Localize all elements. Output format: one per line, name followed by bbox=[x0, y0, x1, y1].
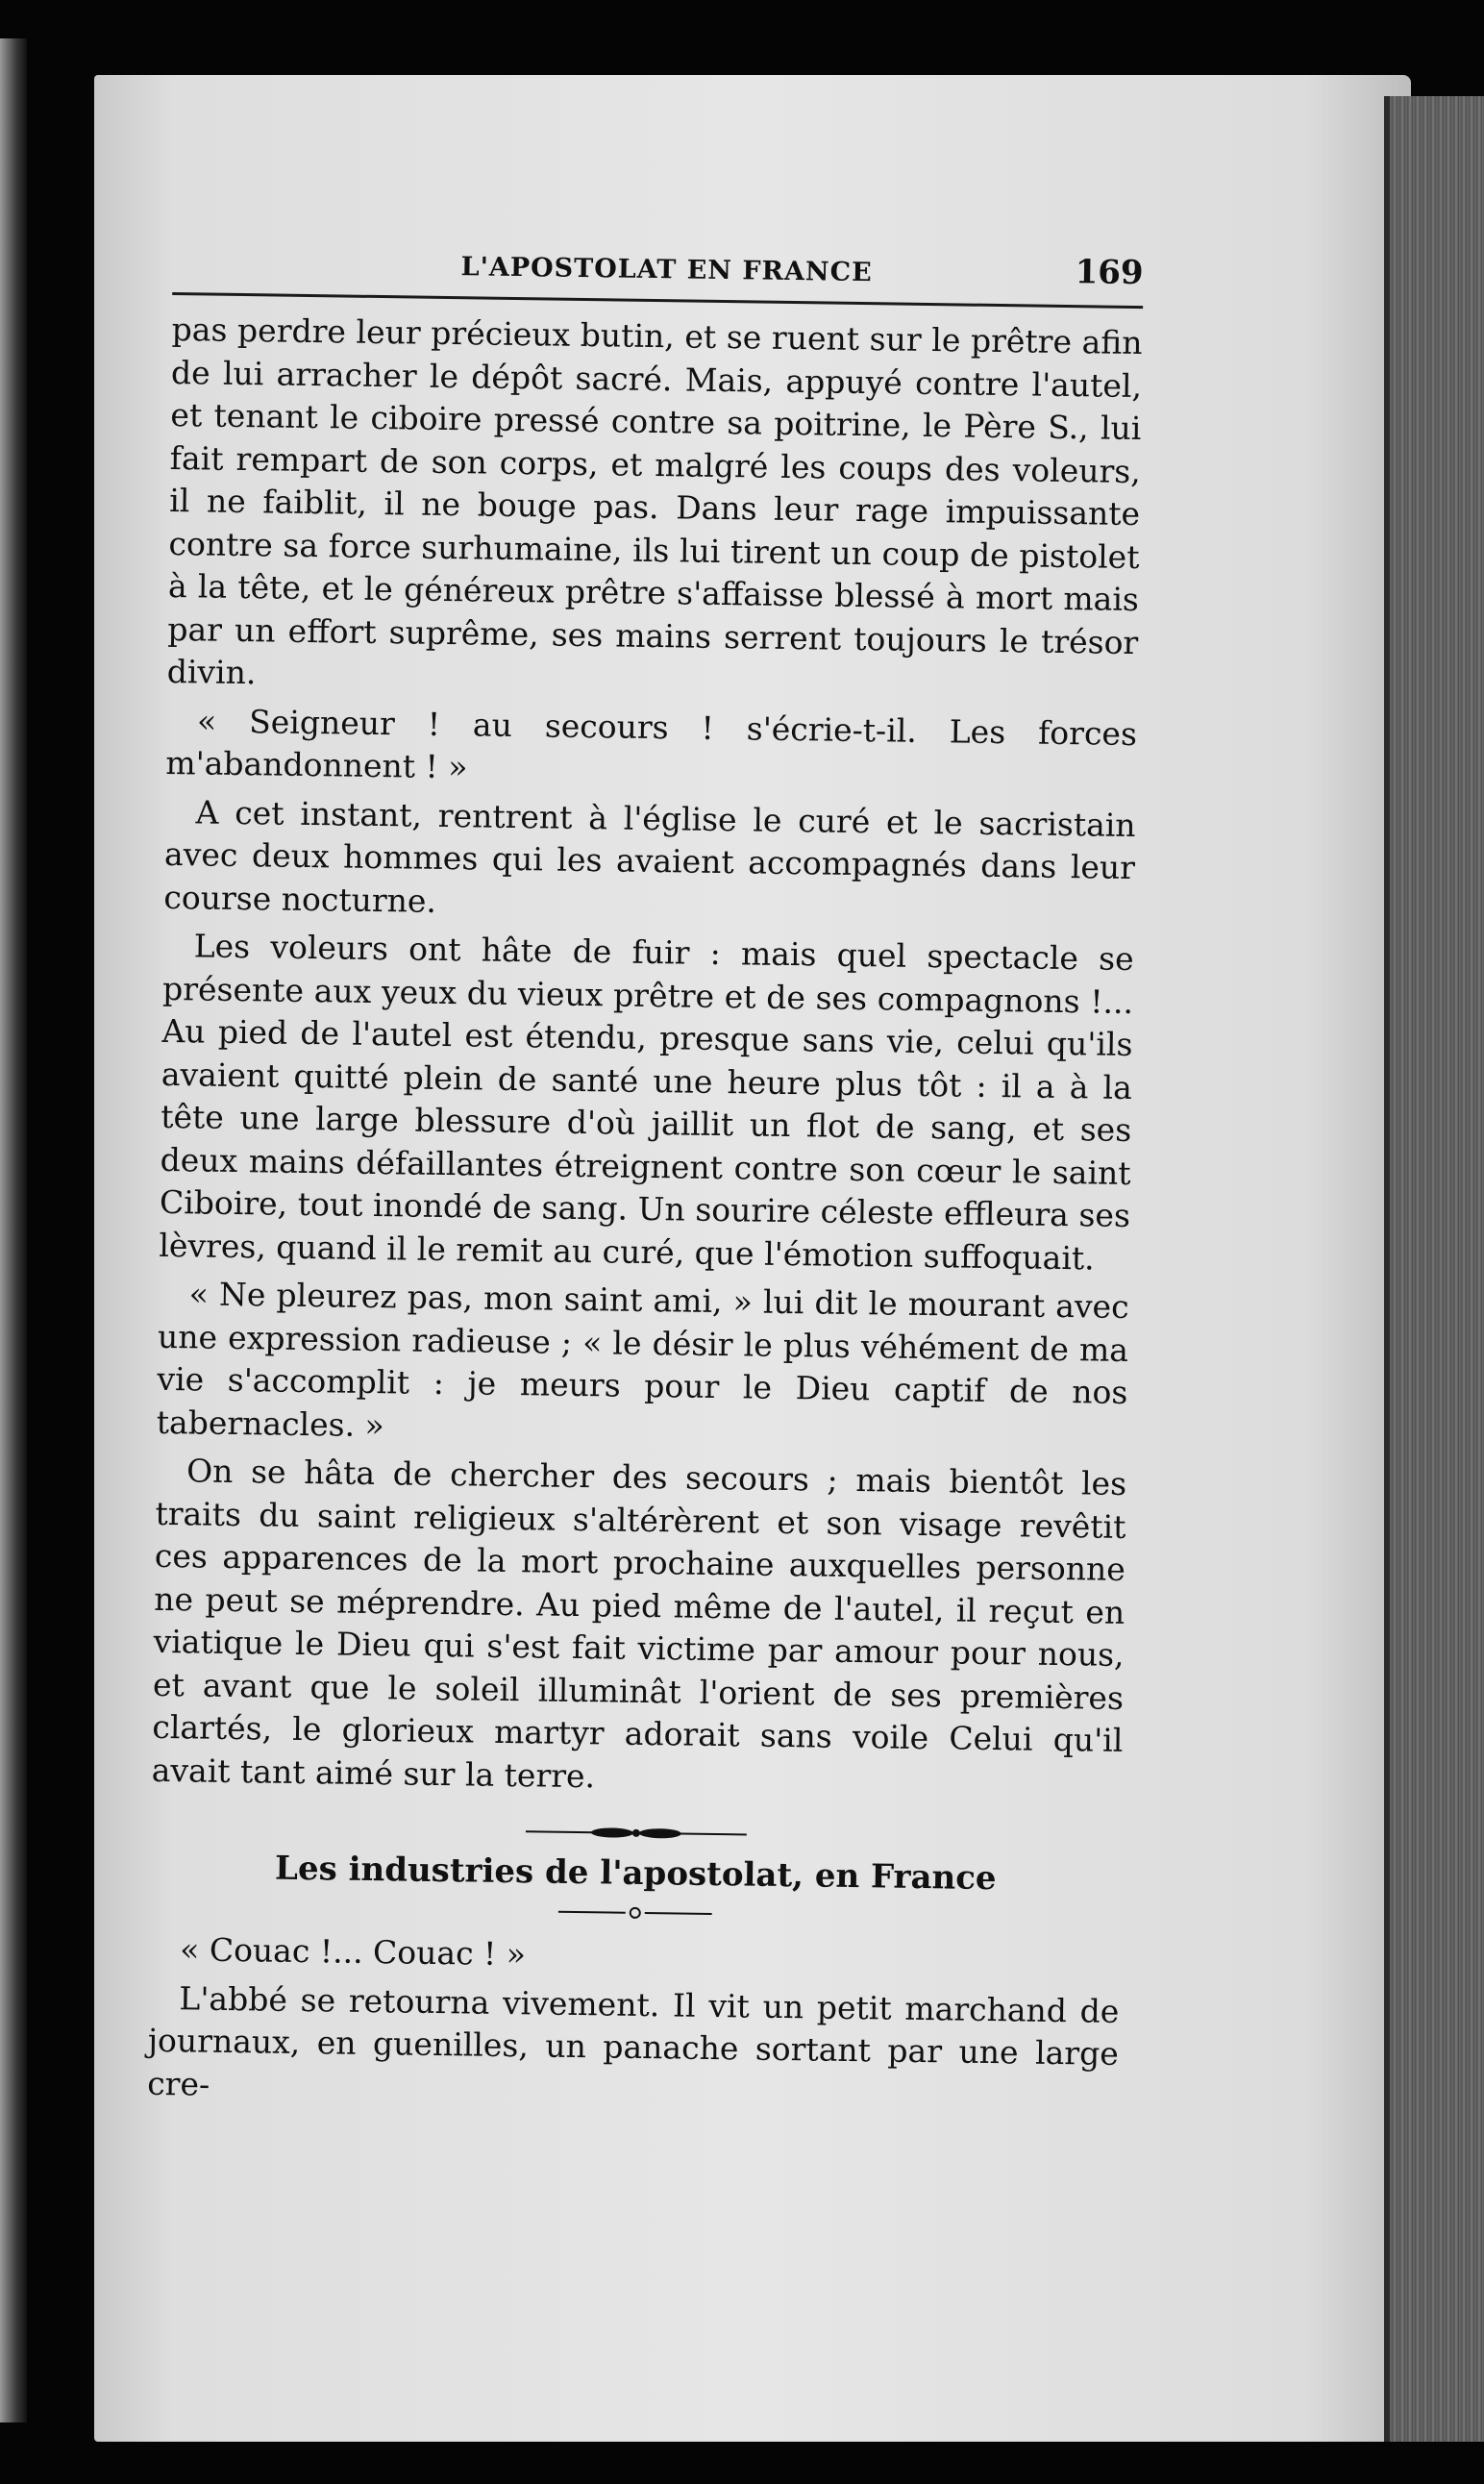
paragraph: A cet instant, rentrent à l'église le curé et le sacristain avec deux hommes qui les avaient accompagnés dans leur course nocturne. bbox=[163, 792, 1136, 920]
paragraph: Les voleurs ont hâte de fuir : mais quel spectacle se présente aux yeux du vieux prêtre et de ses compagnons !... Au pied de l'autel est étendu, presque sans vie, celui qu'ils avaient quitté plein de santé une heure plus tôt : il a à la tête une large blessure d'où jaillit un flot de sang, et ses deux mains défaillantes étreignent contre son cœur le saint Ciboire, tout inondé de sang. Un sourire céleste effleura ses lèvres, quand il le remit au curé, que l'émotion suffoquait. bbox=[159, 927, 1134, 1277]
running-title: L'APOSTOLAT EN FRANCE bbox=[460, 252, 873, 288]
small-divider bbox=[558, 1903, 712, 1923]
page-content bbox=[147, 240, 1144, 2124]
paragraph: « Couac !... Couac ! » bbox=[179, 1930, 527, 1974]
binding-edge bbox=[0, 38, 27, 2422]
ornament-divider bbox=[526, 1822, 747, 1844]
paragraph: « Seigneur ! au secours ! s'écrie-t-il. Les forces m'abandonnent ! » bbox=[165, 701, 1138, 786]
paragraph: On se hâta de chercher des secours ; mais bientôt les traits du saint religieux s'altérèrent et son visage revêtit ces apparences de la mort prochaine auxquelles personne ne peut se méprendre. Au pied même de l'autel, il reçut en viatique le Dieu qui s'est fait victime par amour pour nous, et avant que le soleil illuminât l'orient de ses premières clartés, le glorieux martyr adorait sans voile Celui qu'il avait tant aimé sur la terre. bbox=[151, 1452, 1127, 1795]
page-stack-edge bbox=[1384, 96, 1484, 2442]
section-title: Les industries de l'apostolat, en France bbox=[274, 1849, 997, 1899]
paragraph: pas perdre leur précieux butin, et se ruent sur le prêtre afin de lui arracher le dépôt sacré. Mais, appuyé contre l'autel, et tenant le ciboire pressé contre sa poitrine, le Père S., lui fait rempart de son corps, et malgré les coups des voleurs, il ne faiblit, il ne bouge pas. Dans leur rage impuissante contre sa force surhumaine, ils lui tirent un coup de pistolet à la tête, et le généreux prêtre s'affaisse blessé à mort mais par un effort suprême, ses mains serrent toujours le trésor divin. bbox=[166, 310, 1143, 692]
paragraph: L'abbé se retourna vivement. Il vit un petit marchand de journaux, en guenilles, un panache sortant par une large cre- bbox=[146, 1978, 1120, 2103]
page-number: 169 bbox=[1075, 253, 1144, 293]
paragraph: « Ne pleurez pas, mon saint ami, » lui dit le mourant avec une expression radieuse ; « le désir le plus véhément de ma vie s'accomplit : je meurs pour le Dieu captif de nos tabernacles. » bbox=[156, 1275, 1129, 1444]
